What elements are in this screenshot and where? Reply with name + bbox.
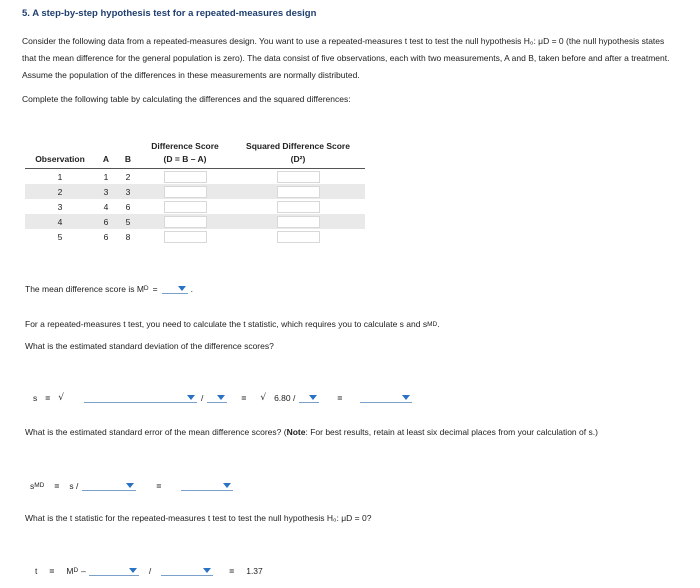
table-instruction: Complete the following table by calculating the differences and the squared differences: (22, 94, 351, 104)
req-sub: MD (427, 320, 438, 328)
se-eq2: = (156, 480, 162, 491)
dropdown-arrow-icon (309, 395, 317, 400)
sq-input-2[interactable] (277, 186, 320, 198)
table-row (25, 184, 365, 199)
question-se-note: : For best results, retain at least six decimal places from your calculation of s.) (305, 427, 598, 437)
requirement-text (25, 319, 440, 329)
header-squared-formula: (D²) (290, 154, 306, 164)
cell-b: 3 (117, 184, 139, 199)
sd-eq3: = (337, 392, 343, 403)
t-equation (35, 565, 263, 576)
dropdown-arrow-icon (129, 568, 137, 573)
sqrt-icon: √ (58, 392, 64, 403)
table-header-row-2 (25, 154, 365, 169)
question-se-prefix: What is the estimated standard error of the mean difference scores? ( (25, 427, 287, 437)
dropdown-arrow-icon (203, 568, 211, 573)
header-diff-formula: (D = B – A) (163, 154, 207, 164)
cell-a: 6 (95, 214, 117, 229)
sd-numerator-dropdown[interactable] (84, 392, 197, 403)
diff-input-2[interactable] (164, 186, 207, 198)
req-prefix: For a repeated-measures t test, you need to calculate the t statistic, which requires you to calculate s and s (25, 319, 428, 329)
table-row (25, 214, 365, 229)
se-sub: MD (34, 482, 45, 489)
header-b: B (124, 154, 132, 164)
se-s-slash: s / (69, 480, 79, 491)
table-row (25, 169, 365, 185)
dropdown-arrow-icon (217, 395, 225, 400)
cell-observation: 5 (57, 231, 63, 242)
cell-observation: 2 (25, 184, 95, 199)
dropdown-arrow-icon (187, 395, 195, 400)
diff-input-5[interactable] (164, 231, 207, 243)
dropdown-arrow-icon (126, 483, 134, 488)
sqrt-icon: √ (260, 392, 267, 403)
t-m: M (66, 565, 74, 576)
cell-b: 5 (117, 214, 139, 229)
mean-diff-line (25, 283, 193, 294)
se-equation (30, 480, 233, 491)
t-result: 1.37 (246, 565, 263, 576)
diff-input-1[interactable] (164, 171, 207, 183)
header-squared-diff: Squared Difference Score (246, 141, 350, 151)
table-row (25, 229, 365, 244)
cell-b: 6 (125, 201, 131, 212)
mean-diff-dropdown[interactable] (162, 283, 188, 294)
t-sub: D (73, 567, 79, 574)
t-eq1: = (49, 565, 55, 576)
cell-observation: 3 (57, 201, 63, 212)
mean-diff-eq: = (152, 283, 158, 294)
sd-eq2: = (241, 392, 247, 403)
sd-eq1: = (45, 392, 51, 403)
mean-diff-sub: D (143, 285, 149, 292)
sd-df-dropdown[interactable] (299, 392, 319, 403)
dropdown-arrow-icon (223, 483, 231, 488)
cell-observation: 1 (57, 171, 63, 182)
sd-equation (33, 392, 412, 403)
dropdown-arrow-icon (402, 395, 410, 400)
dropdown-arrow-icon (178, 286, 186, 291)
sq-input-1[interactable] (277, 171, 320, 183)
sd-denominator-dropdown[interactable] (207, 392, 227, 403)
sd-slash: / (200, 392, 204, 403)
t-denominator-dropdown[interactable] (161, 565, 213, 576)
t-slash: / (148, 565, 152, 576)
t-eq2: = (229, 565, 235, 576)
page-title: 5. A step-by-step hypothesis test for a repeated-measures design (22, 8, 317, 19)
sq-input-5[interactable] (277, 231, 320, 243)
sq-input-4[interactable] (277, 216, 320, 228)
header-observation: Observation (35, 154, 85, 164)
se-result-dropdown[interactable] (181, 480, 233, 491)
sd-result-dropdown[interactable] (360, 392, 412, 403)
cell-a: 6 (103, 231, 109, 242)
question-sd: What is the estimated standard deviation of the difference scores? (25, 341, 274, 351)
cell-a: 3 (95, 184, 117, 199)
sq-input-3[interactable] (277, 201, 320, 213)
se-eq1: = (54, 480, 60, 491)
question-t: What is the t statistic for the repeated-measures t test to test the null hypothesis H₀: μD = 0? (25, 513, 372, 523)
cell-b: 8 (125, 231, 131, 242)
question-se (25, 427, 598, 437)
sd-s: s (33, 392, 38, 403)
t-mu-dropdown[interactable] (89, 565, 139, 576)
intro-paragraph: Consider the following data from a repeated-measures design. You want to use a repeated-measures t test to test the null hypothesis H₀: μD = 0 (the null hypothesis states that the mean difference for the general population is zero). The data consist of five observations, each with two measurements, A and B, taken before and after a treatment. Assume the population of the differences in these measurements are normally distributed. (22, 36, 670, 80)
req-end: . (437, 319, 440, 329)
sd-num-value: 6.80 / (274, 392, 296, 403)
table-header-row-1 (25, 141, 365, 154)
mean-diff-label: The mean difference score is M (25, 283, 144, 294)
t-minus: – (81, 565, 86, 576)
header-diff-score: Difference Score (151, 141, 219, 151)
se-denominator-dropdown[interactable] (82, 480, 136, 491)
header-a: A (102, 154, 110, 164)
diff-input-3[interactable] (164, 201, 207, 213)
cell-a: 4 (103, 201, 109, 212)
mean-diff-end: . (190, 283, 193, 294)
cell-b: 2 (125, 171, 131, 182)
t-label: t (35, 565, 38, 576)
diff-input-4[interactable] (164, 216, 207, 228)
note-label: Note (286, 427, 306, 437)
se-s: s (30, 480, 35, 491)
cell-observation: 4 (25, 214, 95, 229)
cell-a: 1 (103, 171, 109, 182)
difference-table (25, 141, 365, 244)
table-row (25, 199, 365, 214)
